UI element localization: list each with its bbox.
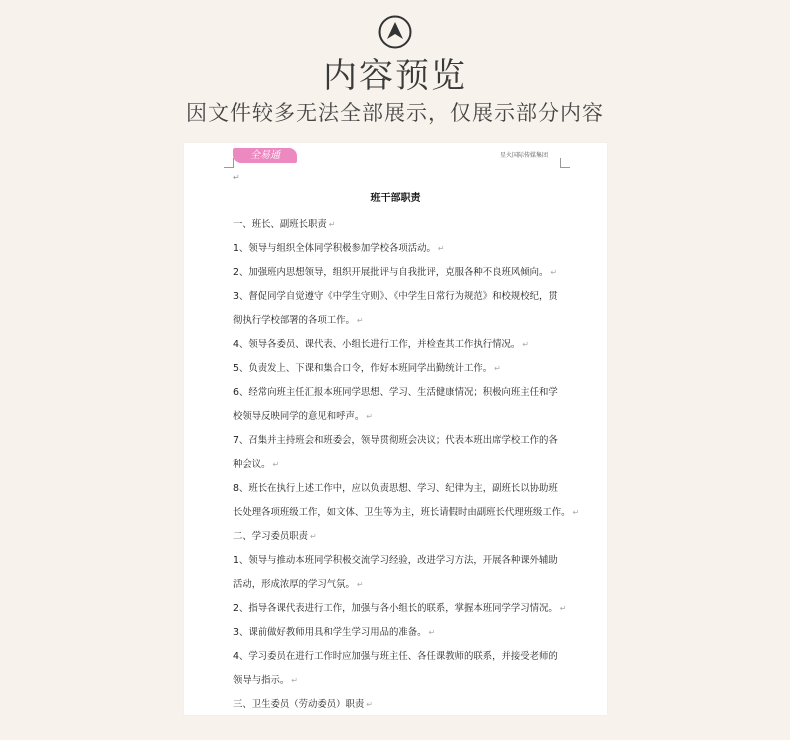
document-line-text: 3、督促同学自觉遵守《中学生守则》、《中学生日常行为规范》和校规校纪，贯: [233, 291, 558, 302]
document-line-text: 4、学习委员在进行工作时应加强与班主任、各任课教师的联系，并接受老师的: [233, 651, 558, 662]
paragraph-mark-icon: ↵: [233, 173, 240, 182]
document-line: [233, 549, 571, 573]
document-line-text: 彻执行学校部署的各项工作。: [233, 315, 355, 326]
document-line-text: 4、领导各委员、课代表、小组长进行工作，并检查其工作执行情况。: [233, 339, 521, 350]
document-line-text: 7、召集并主持班会和班委会，领导贯彻班会决议；代表本班出席学校工作的各: [233, 435, 558, 446]
document-line-text: 领导与指示。: [233, 675, 290, 686]
paragraph-mark-icon: ↵: [437, 244, 445, 253]
paragraph-mark-icon: ↵: [366, 700, 373, 709]
paragraph-mark-icon: ↵: [328, 220, 336, 229]
document-line: [233, 309, 571, 333]
document-line-text: 1、领导与组织全体同学积极参加学校各项活动。: [233, 243, 436, 254]
paragraph-mark-icon: ↵: [550, 268, 558, 277]
document-line: [233, 405, 571, 429]
document-line-text: 5、负责发上、下课和集合口令，作好本班同学出勤统计工作。: [233, 363, 493, 374]
paragraph-mark-icon: ↵: [272, 460, 280, 469]
document-line: [233, 693, 571, 715]
document-body: [233, 213, 580, 715]
document-line: [233, 453, 571, 477]
document-line: [233, 621, 571, 645]
paragraph-mark-icon: ↵: [559, 604, 567, 613]
document-logo: 全易通: [233, 148, 297, 163]
margin-corner-left: [224, 158, 234, 168]
paragraph-mark-icon: ↵: [356, 316, 364, 325]
document-line: [233, 645, 571, 669]
document-line-text: 三、卫生委员（劳动委员）职责: [233, 699, 365, 710]
document-preview[interactable]: [184, 143, 607, 715]
paragraph-mark-icon: ↵: [428, 628, 436, 637]
document-publisher: 星火国际传媒集团: [500, 152, 549, 159]
document-line: [233, 429, 571, 453]
margin-corner-right: [560, 158, 570, 168]
paragraph-mark-icon: ↵: [522, 340, 529, 349]
document-line: [233, 285, 571, 309]
document-line: [233, 213, 571, 237]
document-line-text: 2、指导各课代表进行工作，加强与各小组长的联系，掌握本班同学学习情况。: [233, 603, 558, 614]
up-arrow-circle-icon: [378, 15, 412, 49]
document-line: [233, 669, 571, 693]
document-line-text: 3、课前做好教师用具和学生学习用品的准备。: [233, 627, 427, 638]
document-line: [233, 261, 571, 285]
paragraph-mark-icon: ↵: [366, 412, 373, 421]
paragraph-mark-icon: ↵: [291, 676, 298, 685]
document-title: 班干部职责: [370, 193, 421, 204]
document-line: [233, 597, 571, 621]
page-title: 内容预览: [323, 56, 467, 96]
paragraph-mark-icon: ↵: [310, 532, 317, 541]
document-line-text: 校领导反映同学的意见和呼声。: [233, 411, 365, 422]
document-line-text: 2、加强班内思想领导，组织开展批评与自我批评，克服各种不良班风倾向。: [233, 267, 549, 278]
document-line-text: 8、班长在执行上述工作中，应以负责思想、学习、纪律为主，副班长以协助班: [233, 483, 558, 494]
document-line: [233, 357, 571, 381]
document-line: [233, 525, 571, 549]
document-line: [233, 237, 571, 261]
document-line: [233, 573, 571, 597]
document-line-text: 种会议。: [233, 459, 271, 470]
document-line-text: 长处理各项班级工作，如文体、卫生等为主，班长请假时由副班长代理班级工作。: [233, 507, 571, 518]
document-line: [233, 381, 571, 405]
document-line-text: 一、班长、副班长职责: [233, 219, 327, 230]
document-line-text: 6、经常向班主任汇报本班同学思想、学习、生活健康情况；积极向班主任和学: [233, 387, 558, 398]
paragraph-mark-icon: ↵: [494, 364, 501, 373]
document-line-text: 二、学习委员职责: [233, 531, 309, 542]
document-line: [233, 333, 571, 357]
paragraph-mark-icon: ↵: [356, 580, 364, 589]
document-line: [233, 501, 580, 525]
document-line-text: 活动，形成浓厚的学习气氛。: [233, 579, 355, 590]
document-line: [233, 477, 571, 501]
paragraph-mark-icon: ↵: [572, 508, 580, 517]
document-line-text: 1、领导与推动本班同学积极交流学习经验，改进学习方法，开展各种课外辅助: [233, 555, 558, 566]
page-subtitle: 因文件较多无法全部展示，仅展示部分内容: [186, 101, 604, 125]
